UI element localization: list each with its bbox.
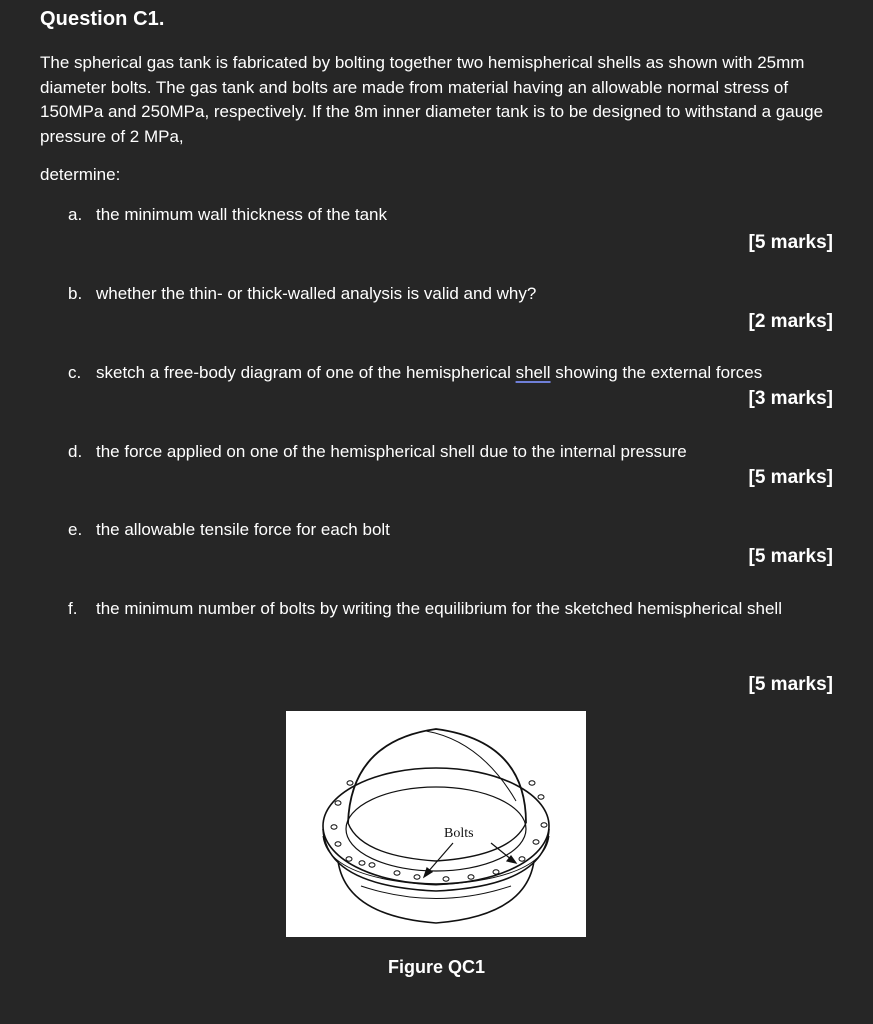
- bolt: [394, 871, 400, 875]
- item-d: [68, 440, 838, 465]
- lower-hemisphere-outline: [338, 861, 534, 923]
- bolt: [414, 875, 420, 879]
- bolt-leader-line: [427, 843, 453, 873]
- hemispherical-tank-drawing: [286, 711, 586, 937]
- bolt: [519, 857, 525, 861]
- question-intro: The spherical gas tank is fabricated by bolting together two hemispherical shells as shown with 25mm diameter bolts. The gas tank and bolts are made from material having an allowable normal stress of 150MPa and 250MPa, respectively. If the 8m inner diameter tank is to be designed to withstand a gauge pressure of 2 MPa,: [40, 53, 824, 146]
- item-e: [68, 518, 838, 543]
- item-a-marks: [5 marks]: [748, 232, 833, 253]
- item-letter: b.: [68, 284, 83, 303]
- spellcheck-underlined-word: shell: [515, 363, 551, 382]
- item-e-marks: [5 marks]: [748, 546, 833, 567]
- question-title: Question C1.: [40, 8, 165, 30]
- bolt: [335, 801, 341, 805]
- bolt: [529, 781, 535, 785]
- bolt: [346, 857, 352, 861]
- dome-seam: [348, 823, 526, 861]
- determine-label: determine:: [40, 165, 121, 184]
- item-text: the minimum wall thickness of the tank: [96, 205, 388, 224]
- item-f-marks: [5 marks]: [748, 674, 833, 695]
- bolt: [369, 863, 375, 867]
- bolt: [541, 823, 547, 827]
- bolt: [533, 840, 539, 844]
- figure-qc1: [286, 711, 586, 937]
- item-b-marks: [2 marks]: [748, 311, 833, 332]
- item-text: the force applied on one of the hemispherical shell due to the internal pressure: [96, 442, 687, 461]
- item-text: whether the thin- or thick-walled analysis is valid and why?: [96, 284, 537, 303]
- item-c: [68, 361, 838, 386]
- item-text: the minimum number of bolts by writing the equilibrium for the sketched hemispherical shell: [96, 599, 782, 618]
- item-text-after: showing the external forces: [550, 363, 763, 382]
- bolt: [331, 825, 337, 829]
- item-text: the allowable tensile force for each bolt: [96, 520, 390, 539]
- flange-outer-edge: [323, 768, 549, 884]
- figure-caption: Figure QC1: [387, 957, 485, 977]
- item-d-marks: [5 marks]: [748, 467, 833, 488]
- item-text: [96, 361, 838, 386]
- item-b: [68, 282, 838, 307]
- item-text-before: sketch a free-body diagram of one of the hemispherical: [96, 363, 516, 382]
- item-a: [68, 203, 838, 228]
- bolt: [347, 781, 353, 785]
- item-letter: f.: [68, 599, 78, 618]
- item-letter: a.: [68, 205, 83, 224]
- bolt: [443, 877, 449, 881]
- lower-hemisphere-band: [361, 886, 511, 899]
- bolt: [468, 875, 474, 879]
- flange-inner-edge: [346, 787, 526, 871]
- bolt-group: [331, 781, 547, 881]
- item-letter: e.: [68, 520, 83, 539]
- item-f: [68, 597, 808, 622]
- bolt: [538, 795, 544, 799]
- bolt: [493, 870, 499, 874]
- item-letter: c.: [68, 363, 82, 382]
- item-letter: d.: [68, 442, 83, 461]
- item-c-marks: [3 marks]: [748, 388, 833, 409]
- bolts-label: Bolts: [444, 826, 474, 841]
- bolt: [359, 861, 365, 865]
- bolt: [335, 842, 341, 846]
